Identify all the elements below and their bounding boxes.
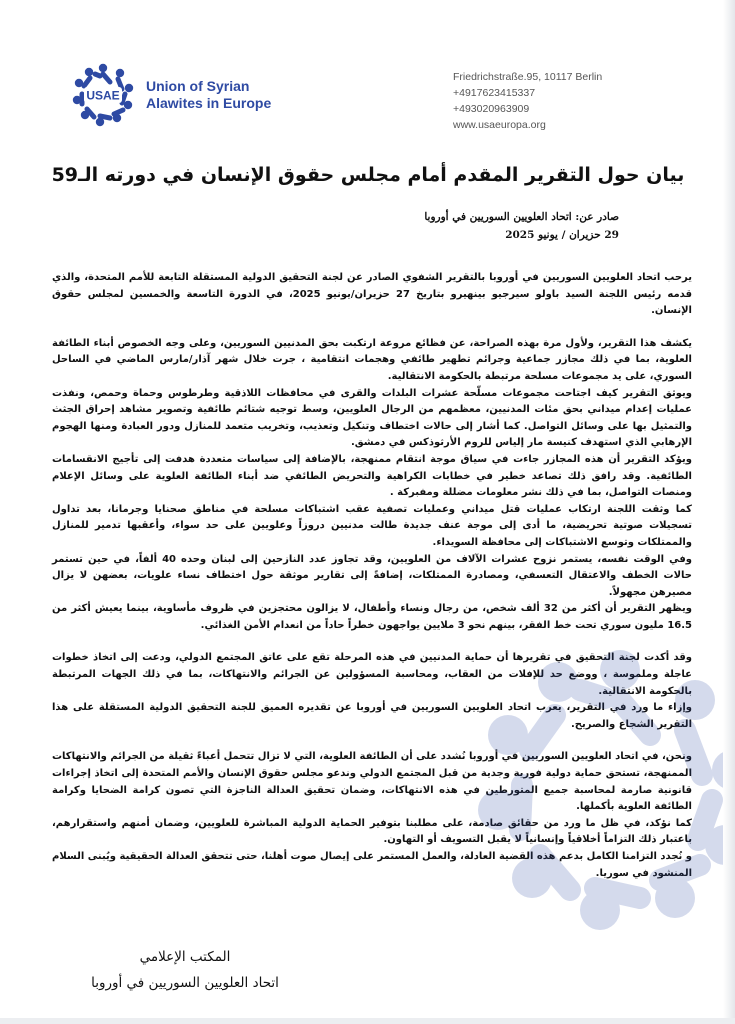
- paragraph-7: ويظهر التقرير أن أكثر من 32 ألف شخص، من رجال ونساء وأطفال، لا يزالون محتجزين في ظروف مأساوية، بينما يعيش أكثر من 16.5 مليون سوري تحت خط الفقر، بينهم نحو 3 ملايين يواجهون خطراً حاداً من انعدام الأمن الغذائي.: [52, 603, 692, 631]
- paragraph-1: يرحب اتحاد العلويين السوريين في أوروبا بالتقرير الشفوي الصادر عن لجنة التحقيق الدولية المستقلة التابعة للأمم المتحدة، والذي قدمه رئيس اللجنة السيد باولو سيرجيو بينهيرو بتاريخ 27 حزيران/يونيو 2025، في الدورة التاسعة والخمسين لمجلس حقوق الإنسان.: [52, 272, 692, 317]
- phone-2: +493020963909: [453, 103, 530, 115]
- org-name-line2: Alawites in Europe: [146, 95, 272, 111]
- paragraph-4: ويؤكد التقرير أن هذه المجازر جاءت في سياق موجة انتقام ممنهجة، بالإضافة إلى سياسات متعددة هدفت إلى تأجيج الانقسامات الطائفية. وقد رافق ذلك تصاعد خطير في خطابات الكراهية والتحريض الطائفي ضد أبناء الطائفة العلوية على وسائل الإعلام ومنصات التواصل، بما في ذلك نشر معلومات مضللة ومفبركة .: [52, 453, 692, 499]
- paragraph-8: وقد أكدت لجنة التحقيق في تقريرها أن حماية المدنيين في هذه المرحلة تقع على عاتق المجتمع الدولي، ودعت إلى اتخاذ خطوات عاجلة وملموسة ، ووضع حد للإفلات من العقاب، ومحاسبة المسؤولين عن الجرائم والانتهاكات، بما في ذلك الجهات المرتبطة بالحكومة الانتقالية.: [52, 652, 692, 697]
- paragraph-10: ونحن، في اتحاد العلويين السوريين في أوروبا نُشدد على أن الطائفة العلوية، التي لا تزال تتحمل أعباءً ثقيلة من الجرائم والانتهاكات الممنهجة، تستحق حماية دولية فورية وجدية من قبل المجتمع الدولي وندعو مجلس حقوق الإنسان والأمم المتحدة إلى اتخاذ إجراءات قانونية صارمة لمحاسبة جميع المتورطين في هذه الانتهاكات، وضمان تحقيق العدالة الناجزة التي تصون كرامة الضحايا وكرامة الطائفة العلوية بأكملها.: [52, 751, 692, 813]
- signature-office: المكتب الإعلامي: [139, 949, 231, 965]
- date-year: 2025: [505, 229, 535, 241]
- paragraph-3: ويوثق التقرير كيف اجتاحت مجموعات مسلّحة عشرات البلدات والقرى في محافظات اللاذقية وطرطوس وحماة وحمص، ونفذت عمليات إعدام ميداني بحق مئات المدنيين، معظمهم من الرجال العلويين، وسط توجيه شتائم طائفية وتصوير مشاهد إحراق الجثث والتمثيل بها على وسائل التواصل. كما أشار إلى حالات اختطاف وتنكيل وتعذيب، وتخريب متعمد للمنازل ودور العبادة ومنها الهجوم الإرهابي الذي استهدف كنيسة مار إلياس للروم الأرثوذكس في دمشق.: [52, 387, 692, 449]
- org-name-line1: Union of Syrian: [146, 78, 250, 94]
- statement-title: بيان حول التقرير المقدم أمام مجلس حقوق الإنسان في دورته الـ59: [51, 164, 685, 186]
- signature-org: اتحاد العلويين السوريين في أوروبا: [91, 975, 279, 991]
- contact-info: [453, 69, 602, 133]
- paragraph-11: كما نؤكد، في ظل ما ورد من حقائق صادمة، على مطلبنا بتوفير الحماية الدولية المباشرة للعلويين، وضمان أمنهم واستقرارهم، باعتبار ذلك التزاماً أخلاقياً وإنسانياً لا يقبل التسويف أو التهاون.: [52, 817, 692, 846]
- logo-text: USAE: [86, 88, 120, 103]
- paragraph-12: و نُجدد التزامنا الكامل بدعم هذه القضية العادلة، والعمل المستمر على إيصال صوت أهلنا، حتى تتحقق العدالة الحقيقية ويُبنى السلام المنشود في سوريا.: [52, 851, 692, 879]
- paragraph-2: يكشف هذا التقرير، ولأول مرة بهذه الصراحة، عن فظائع مروعة ارتكبت بحق المدنيين السوريين، وعلى وجه الخصوص أبناء الطائفة العلوية، بما في ذلك مجازر جماعية وجرائم تطهير طائفي وهجمات انتقامية ، جرت خلال شهر آذار/مارس الماضي في الساحل السوري، على يد مجموعات مسلحة مرتبطة بالحكومة الانتقالية.: [52, 337, 692, 382]
- usae-logo-icon: [70, 62, 136, 128]
- org-name: [146, 78, 271, 112]
- signature-block: [70, 944, 300, 996]
- phone-1: +4917623415337: [453, 87, 536, 99]
- paragraph-6: وفي الوقت نفسه، يستمر نزوح عشرات الآلاف من العلويين، وقد تجاوز عدد النازحين إلى لبنان وحده 40 ألفاً، في حين تستمر حالات الخطف والاعتقال التعسفي، ومصادرة الممتلكات، إضافةً إلى تقارير موثقة حول اختطاف نساء علويات، بعضهن لا يزال مصيرهن مجهولاً.: [52, 553, 692, 598]
- page-bottom-edge: [0, 1018, 735, 1024]
- watermark-logo-icon: [470, 640, 735, 930]
- address: Friedrichstraße.95, 10117 Berlin: [453, 71, 603, 83]
- issued-block: [424, 208, 619, 244]
- website: www.usaeuropa.org: [453, 119, 546, 131]
- paragraph-9: وإزاء ما ورد في التقرير، يعرب اتحاد العلويين السوريين في أوروبا عن تقديره العميق للجنة التحقيق الدولية المستقلة على هذا التقرير الشجاع والصريح.: [52, 702, 692, 730]
- paragraph-5: كما وثقت اللجنة ارتكاب عمليات قتل ميداني وعمليات تصفية عقب اشتباكات مسلحة في مناطق صحنايا وجرمانا، بعد تداول تسجيلات صوتية تحريضية، ما أدى إلى موجة عنف جديدة طالت مدنيين دروزاً وعلويين على حد سواء، وأعقبها تدمير للمنازل والممتلكات وتوسع الاشتباكات إلى محافظة السويداء.: [52, 503, 692, 548]
- statement-date: [424, 226, 619, 244]
- page-edge-shadow: [723, 0, 735, 1024]
- date-day-month: 29 حزيران / يونيو: [538, 229, 619, 241]
- issued-by: صادر عن: اتحاد العلويين السوريين في أوروبا: [424, 211, 619, 223]
